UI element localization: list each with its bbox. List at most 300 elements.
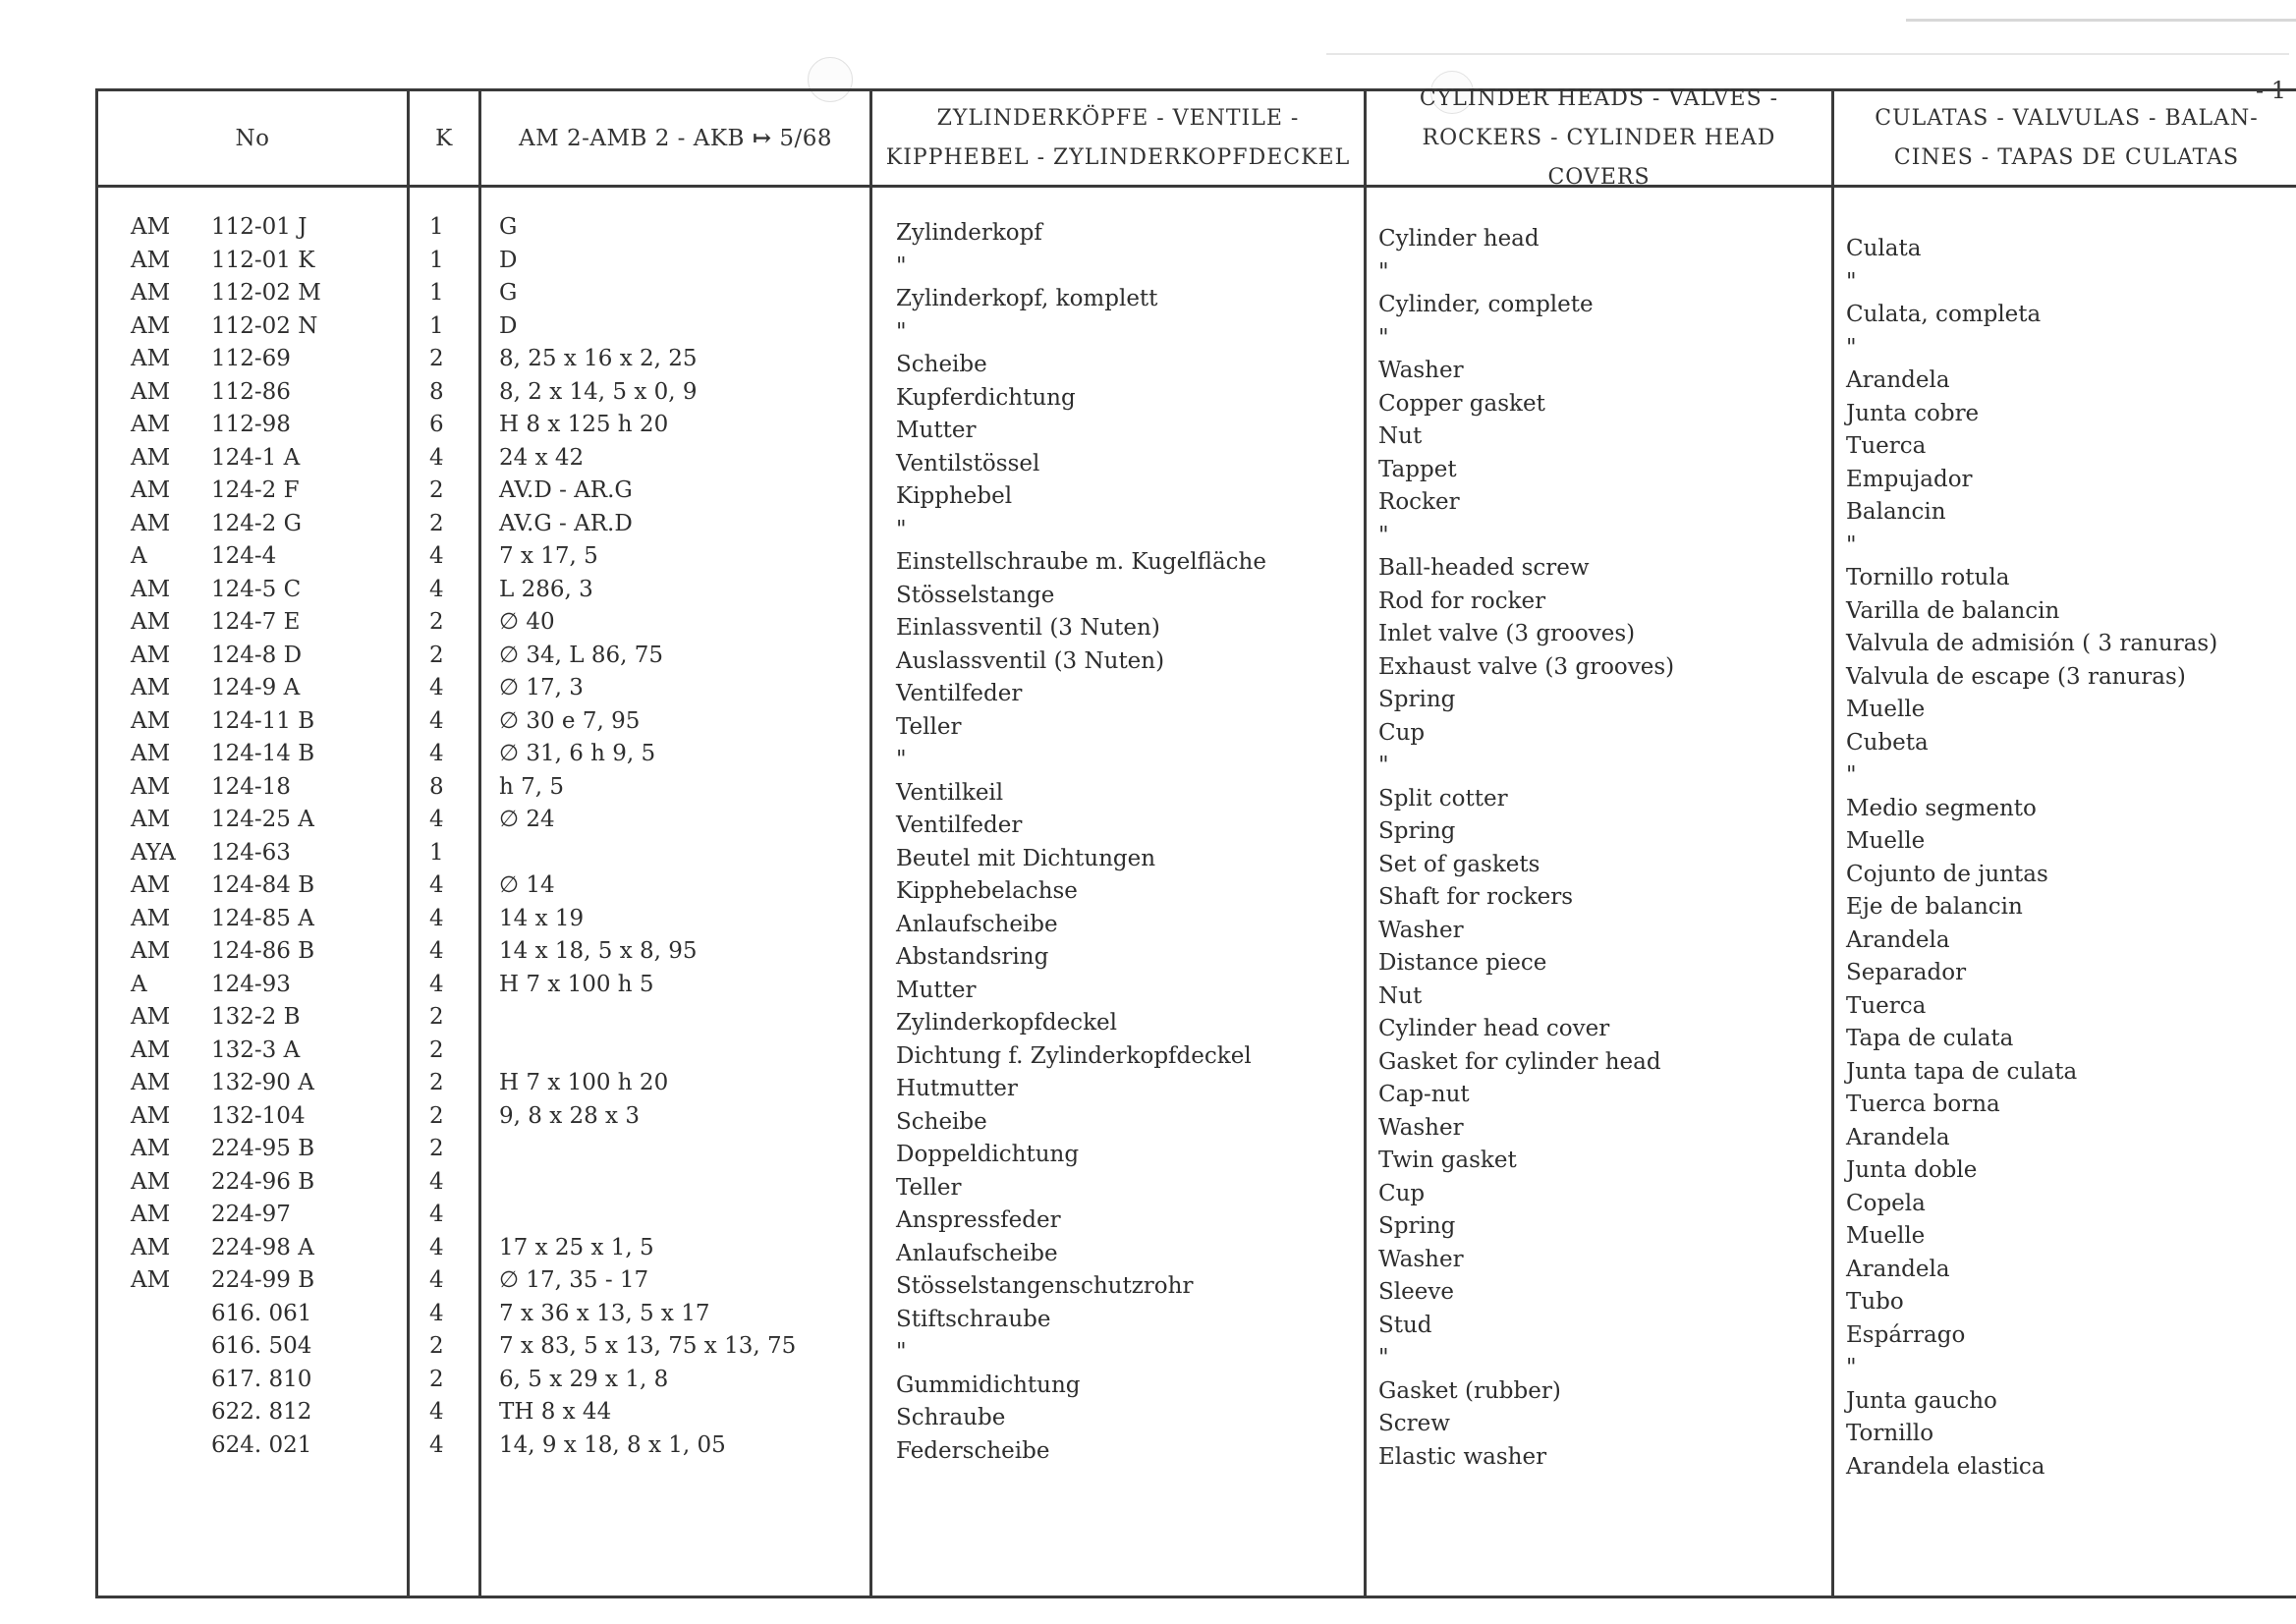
german-description: Kupferdichtung bbox=[896, 384, 1076, 411]
english-description: Set of gaskets bbox=[1378, 851, 1540, 877]
part-number: 124-2 G bbox=[211, 510, 302, 536]
quantity-cell: 4 bbox=[429, 1431, 444, 1458]
spec-cell: 7 x 83, 5 x 13, 75 x 13, 75 bbox=[499, 1333, 797, 1359]
part-number: 112-86 bbox=[211, 378, 291, 405]
spec-cell: ∅ 24 bbox=[499, 807, 555, 832]
part-number-cell bbox=[98, 343, 407, 376]
part-number: 124-18 bbox=[211, 773, 291, 800]
spec-cell: ∅ 31, 6 h 9, 5 bbox=[499, 741, 656, 766]
spec-cell: H 8 x 125 h 20 bbox=[499, 412, 669, 437]
quantity-cell: 6 bbox=[429, 412, 444, 437]
part-number-cell bbox=[98, 1035, 407, 1068]
part-prefix: AM bbox=[131, 576, 171, 602]
german-description: Stösselstangenschutzrohr bbox=[896, 1273, 1194, 1299]
part-number-cell bbox=[98, 1330, 407, 1364]
column-k-body bbox=[410, 211, 478, 1462]
spanish-description: Arandela bbox=[1846, 926, 1950, 953]
english-description: Cylinder head cover bbox=[1378, 1016, 1610, 1041]
english-description: Tappet bbox=[1378, 456, 1457, 482]
part-prefix: AM bbox=[131, 741, 171, 766]
spec-cell: ∅ 14 bbox=[499, 872, 555, 898]
quantity-cell: 4 bbox=[429, 576, 444, 602]
part-number: 112-02 N bbox=[211, 312, 318, 339]
german-description: Zylinderkopf, komplett bbox=[896, 286, 1158, 311]
part-number: 112-01 K bbox=[211, 247, 315, 273]
german-description: Gummidichtung bbox=[896, 1372, 1081, 1398]
spec-cell: ∅ 17, 3 bbox=[499, 675, 584, 700]
part-number-cell bbox=[98, 738, 407, 771]
part-number: 624. 021 bbox=[211, 1431, 312, 1458]
english-description: Exhaust valve (3 grooves) bbox=[1378, 653, 1675, 680]
part-number: 124-5 C bbox=[211, 576, 302, 602]
quantity-cell: 2 bbox=[429, 1366, 444, 1392]
quantity-cell: 4 bbox=[429, 971, 444, 997]
english-description: Sleeve bbox=[1378, 1279, 1454, 1305]
quantity-cell: 2 bbox=[429, 1102, 444, 1129]
german-description: Dichtung f. Zylinderkopfdeckel bbox=[896, 1042, 1252, 1069]
quantity-cell: 8 bbox=[429, 378, 444, 405]
part-prefix: AM bbox=[131, 412, 171, 437]
quantity-cell: 1 bbox=[429, 280, 444, 306]
english-description: Nut bbox=[1378, 423, 1423, 449]
spec-cell bbox=[481, 1199, 869, 1232]
english-description: Distance piece bbox=[1378, 950, 1547, 976]
german-description: Ventilstössel bbox=[896, 450, 1040, 476]
quantity-cell: 1 bbox=[429, 247, 444, 273]
part-prefix: AM bbox=[131, 642, 171, 668]
part-number-cell bbox=[98, 277, 407, 310]
spanish-description: Cojunto de juntas bbox=[1846, 861, 2048, 887]
german-description: Stiftschraube bbox=[896, 1306, 1051, 1332]
part-prefix bbox=[131, 1396, 211, 1429]
spec-cell: 6, 5 x 29 x 1, 8 bbox=[499, 1366, 669, 1392]
part-number: 132-104 bbox=[211, 1102, 306, 1129]
spec-cell: 7 x 36 x 13, 5 x 17 bbox=[499, 1300, 710, 1326]
quantity-cell: 4 bbox=[429, 444, 444, 471]
part-number-cell bbox=[98, 442, 407, 476]
spanish-description: Tornillo rotula bbox=[1846, 565, 2010, 590]
header-k-label: K bbox=[435, 125, 453, 151]
column-spec bbox=[481, 91, 872, 1596]
part-prefix bbox=[131, 1429, 211, 1463]
part-number-cell bbox=[98, 1100, 407, 1134]
german-description: Mutter bbox=[896, 418, 977, 443]
part-number: 224-98 A bbox=[211, 1234, 314, 1260]
part-number-cell bbox=[98, 475, 407, 508]
part-number: 112-02 M bbox=[211, 280, 321, 306]
german-description: Zylinderkopfdeckel bbox=[896, 1010, 1117, 1036]
german-description: Stösselstange bbox=[896, 582, 1055, 608]
spanish-description: Culata, completa bbox=[1846, 302, 2042, 327]
spec-cell: 8, 25 x 16 x 2, 25 bbox=[499, 346, 698, 371]
spanish-description: Arandela elastica bbox=[1846, 1453, 2045, 1480]
part-number-cell bbox=[98, 869, 407, 903]
german-description: Ventilfeder bbox=[896, 681, 1023, 706]
part-number: 132-2 B bbox=[211, 1004, 301, 1030]
spec-cell: H 7 x 100 h 5 bbox=[499, 971, 654, 997]
part-prefix: AM bbox=[131, 1136, 171, 1161]
part-number-cell bbox=[98, 245, 407, 278]
spanish-description: Junta doble bbox=[1846, 1157, 1978, 1183]
header-english bbox=[1367, 85, 1831, 190]
spanish-description: Tapa de culata bbox=[1846, 1026, 2014, 1051]
english-description: " bbox=[1378, 522, 1389, 548]
part-number-cell bbox=[98, 969, 407, 1002]
spanish-description: Tuerca bbox=[1846, 433, 1927, 459]
english-description: Screw bbox=[1378, 1411, 1450, 1436]
german-description: Federscheibe bbox=[896, 1437, 1050, 1464]
spec-cell: G bbox=[499, 214, 518, 240]
quantity-cell: 1 bbox=[429, 312, 444, 339]
part-number: 112-98 bbox=[211, 412, 291, 437]
english-description: Washer bbox=[1378, 1114, 1464, 1141]
quantity-cell: 2 bbox=[429, 510, 444, 536]
header-spec-date: 5/68 bbox=[779, 125, 833, 151]
german-description: Anlaufscheibe bbox=[896, 911, 1058, 937]
part-prefix: AM bbox=[131, 1234, 171, 1260]
quantity-cell: 8 bbox=[429, 773, 444, 800]
german-description: Anlaufscheibe bbox=[896, 1240, 1058, 1266]
quantity-cell: 4 bbox=[429, 707, 444, 734]
quantity-cell: 4 bbox=[429, 1168, 444, 1195]
scan-artifact-mark bbox=[1326, 53, 2289, 55]
english-description: Cylinder head bbox=[1378, 226, 1540, 252]
part-number-cell bbox=[98, 672, 407, 705]
english-description: " bbox=[1378, 258, 1389, 285]
spanish-description: Arandela bbox=[1846, 1256, 1950, 1282]
quantity-cell: 1 bbox=[429, 214, 444, 240]
part-number: 124-9 A bbox=[211, 675, 301, 700]
column-german-body bbox=[872, 217, 1364, 1468]
part-number: 622. 812 bbox=[211, 1399, 312, 1425]
part-number-cell bbox=[98, 606, 407, 640]
column-spanish-body bbox=[1834, 233, 2296, 1484]
spec-cell: 17 x 25 x 1, 5 bbox=[499, 1234, 654, 1260]
spec-cell bbox=[481, 837, 869, 870]
quantity-cell: 2 bbox=[429, 1004, 444, 1030]
part-number-cell bbox=[98, 1001, 407, 1035]
column-german bbox=[872, 91, 1367, 1596]
quantity-cell: 4 bbox=[429, 1202, 444, 1227]
quantity-cell: 2 bbox=[429, 642, 444, 668]
spec-cell: D bbox=[499, 312, 518, 339]
german-description: Ventilfeder bbox=[896, 812, 1023, 838]
spec-cell: TH 8 x 44 bbox=[499, 1399, 612, 1425]
quantity-cell: 4 bbox=[429, 543, 444, 569]
english-description: Nut bbox=[1378, 982, 1423, 1009]
spec-cell: D bbox=[499, 247, 518, 273]
spanish-description: Empujador bbox=[1846, 466, 1973, 492]
spanish-description: Junta tapa de culata bbox=[1846, 1058, 2078, 1085]
part-prefix: AM bbox=[131, 312, 171, 339]
english-description: " bbox=[1378, 324, 1389, 351]
english-description: Inlet valve (3 grooves) bbox=[1378, 621, 1636, 646]
part-prefix: AM bbox=[131, 1267, 171, 1293]
part-prefix bbox=[131, 1298, 211, 1331]
german-description: Anspressfeder bbox=[896, 1207, 1061, 1233]
part-number-cell bbox=[98, 1067, 407, 1100]
part-prefix: AM bbox=[131, 807, 171, 832]
part-number: 124-4 bbox=[211, 543, 277, 569]
part-number-cell bbox=[98, 1232, 407, 1265]
english-description: Shaft for rockers bbox=[1378, 884, 1574, 910]
scan-artifact-line bbox=[1906, 19, 2296, 22]
spanish-description: " bbox=[1846, 334, 1857, 361]
spec-cell: AV.D - AR.G bbox=[499, 477, 633, 503]
spanish-description: Junta gaucho bbox=[1846, 1387, 1997, 1414]
spanish-description: Muelle bbox=[1846, 1223, 1926, 1249]
german-description: Kipphebelachse bbox=[896, 878, 1078, 904]
part-prefix: AM bbox=[131, 444, 171, 471]
quantity-cell: 4 bbox=[429, 675, 444, 700]
part-number: 124-2 F bbox=[211, 477, 300, 503]
english-description: Spring bbox=[1378, 818, 1456, 844]
part-number: 124-7 E bbox=[211, 609, 301, 635]
german-description: Auslassventil (3 Nuten) bbox=[896, 647, 1165, 674]
part-prefix: A bbox=[131, 971, 147, 997]
spanish-description: Junta cobre bbox=[1846, 400, 1980, 426]
part-number-cell bbox=[98, 211, 407, 245]
part-prefix: A bbox=[131, 543, 147, 569]
spanish-description: Separador bbox=[1846, 960, 1967, 985]
part-number: 124-8 D bbox=[211, 642, 303, 668]
english-description: Stud bbox=[1378, 1312, 1432, 1338]
part-prefix: AM bbox=[131, 346, 171, 371]
german-description: " bbox=[896, 318, 907, 345]
quantity-cell: 4 bbox=[429, 807, 444, 832]
spanish-description: Tornillo bbox=[1846, 1421, 1934, 1446]
german-description: " bbox=[896, 747, 907, 772]
part-number-cell bbox=[98, 376, 407, 410]
column-k bbox=[410, 91, 481, 1596]
spanish-description: Tubo bbox=[1846, 1289, 1904, 1315]
english-description: Rod for rocker bbox=[1378, 588, 1546, 614]
quantity-cell: 2 bbox=[429, 609, 444, 635]
part-prefix: AM bbox=[131, 675, 171, 700]
header-german bbox=[872, 91, 1364, 188]
part-number: 224-99 B bbox=[211, 1267, 315, 1293]
german-description: " bbox=[896, 516, 907, 542]
spec-cell: AV.G - AR.D bbox=[499, 510, 633, 536]
part-number-cell bbox=[98, 508, 407, 541]
part-prefix: AM bbox=[131, 773, 171, 800]
part-number-cell bbox=[98, 935, 407, 969]
spanish-description: " bbox=[1846, 762, 1857, 788]
quantity-cell: 4 bbox=[429, 1267, 444, 1293]
spec-cell: h 7, 5 bbox=[499, 773, 565, 800]
spanish-description: " bbox=[1846, 1355, 1857, 1380]
spanish-description: Varilla de balancin bbox=[1846, 597, 2060, 624]
german-description: Teller bbox=[896, 1174, 962, 1201]
page-number: - 1 bbox=[2256, 77, 2287, 104]
part-number: 112-01 J bbox=[211, 214, 308, 240]
header-spanish-line2: CINES - TAPAS DE CULATAS bbox=[1893, 144, 2240, 170]
english-description: Spring bbox=[1378, 687, 1456, 712]
english-description: Cup bbox=[1378, 719, 1426, 746]
spec-cell: L 286, 3 bbox=[499, 576, 593, 602]
spec-cell: 14, 9 x 18, 8 x 1, 05 bbox=[499, 1431, 726, 1458]
spanish-description: Copela bbox=[1846, 1190, 1926, 1216]
spanish-description: Arandela bbox=[1846, 1124, 1950, 1150]
part-number: 616. 504 bbox=[211, 1333, 312, 1359]
part-prefix: AM bbox=[131, 707, 171, 734]
german-description: Scheibe bbox=[896, 1108, 987, 1135]
part-number: 224-97 bbox=[211, 1202, 291, 1227]
spec-cell: 14 x 18, 5 x 8, 95 bbox=[499, 938, 698, 964]
spanish-description: Valvula de admisión ( 3 ranuras) bbox=[1846, 631, 2218, 656]
column-spec-body bbox=[481, 211, 869, 1462]
part-number: 616. 061 bbox=[211, 1300, 312, 1326]
part-number-cell bbox=[98, 310, 407, 344]
header-spec-label: AM 2-AMB 2 - AKB bbox=[518, 125, 745, 151]
spec-cell: ∅ 30 e 7, 95 bbox=[499, 707, 641, 734]
english-description: Cylinder, complete bbox=[1378, 292, 1594, 317]
english-description: Elastic washer bbox=[1378, 1443, 1547, 1470]
part-number: 124-25 A bbox=[211, 807, 314, 832]
part-prefix: AM bbox=[131, 477, 171, 503]
part-number-cell bbox=[98, 771, 407, 805]
part-prefix: AM bbox=[131, 938, 171, 964]
part-number: 124-1 A bbox=[211, 444, 301, 471]
english-description: " bbox=[1378, 753, 1389, 778]
part-prefix: AM bbox=[131, 1036, 171, 1063]
german-description: Einlassventil (3 Nuten) bbox=[896, 615, 1160, 641]
quantity-cell: 2 bbox=[429, 346, 444, 371]
spanish-description: Culata bbox=[1846, 236, 1922, 261]
header-spanish-line1: CULATAS - VALVULAS - BALAN- bbox=[1875, 105, 2259, 131]
spec-cell: G bbox=[499, 280, 518, 306]
part-prefix: AM bbox=[131, 872, 171, 898]
english-description: Twin gasket bbox=[1378, 1148, 1517, 1173]
part-prefix: AYA bbox=[131, 839, 176, 866]
part-prefix: AM bbox=[131, 1202, 171, 1227]
part-number: 132-3 A bbox=[211, 1036, 301, 1063]
part-number-cell bbox=[98, 1429, 407, 1463]
part-prefix: AM bbox=[131, 609, 171, 635]
part-number-cell bbox=[98, 705, 407, 739]
english-description: Split cotter bbox=[1378, 785, 1508, 812]
part-number: 124-63 bbox=[211, 839, 291, 866]
spec-cell: 9, 8 x 28 x 3 bbox=[499, 1102, 640, 1129]
english-description: Cap-nut bbox=[1378, 1082, 1470, 1107]
part-prefix: AM bbox=[131, 1070, 171, 1095]
header-english-line2: ROCKERS - CYLINDER HEAD COVERS bbox=[1422, 125, 1776, 190]
spec-cell bbox=[481, 1001, 869, 1035]
part-prefix bbox=[131, 1330, 211, 1364]
spanish-description: Balancin bbox=[1846, 499, 1946, 525]
spanish-description: " bbox=[1846, 532, 1857, 558]
quantity-cell: 2 bbox=[429, 1070, 444, 1095]
spec-cell bbox=[481, 1133, 869, 1166]
part-number: 124-93 bbox=[211, 971, 291, 997]
column-english bbox=[1367, 85, 1834, 1596]
header-spanish bbox=[1834, 91, 2296, 188]
spec-cell: ∅ 17, 35 - 17 bbox=[499, 1267, 649, 1293]
part-number-cell bbox=[98, 640, 407, 673]
part-prefix: AM bbox=[131, 378, 171, 405]
header-k bbox=[410, 91, 478, 188]
part-number: 112-69 bbox=[211, 346, 291, 371]
german-description: Hutmutter bbox=[896, 1076, 1018, 1101]
german-description: Kipphebel bbox=[896, 483, 1013, 509]
spanish-description: Medio segmento bbox=[1846, 795, 2037, 821]
part-prefix: AM bbox=[131, 280, 171, 306]
english-description: Cup bbox=[1378, 1180, 1426, 1206]
quantity-cell: 2 bbox=[429, 1136, 444, 1161]
spanish-description: Muelle bbox=[1846, 697, 1926, 722]
part-number-cell bbox=[98, 1396, 407, 1429]
part-number-cell bbox=[98, 409, 407, 442]
quantity-cell: 1 bbox=[429, 839, 444, 866]
part-number-cell bbox=[98, 1264, 407, 1298]
spec-cell: 14 x 19 bbox=[499, 905, 585, 931]
spec-cell bbox=[481, 1035, 869, 1068]
part-number: 124-14 B bbox=[211, 741, 315, 766]
spanish-description: Espárrago bbox=[1846, 1321, 1966, 1348]
part-number-cell bbox=[98, 540, 407, 574]
part-number: 124-85 A bbox=[211, 905, 314, 931]
english-description: Ball-headed screw bbox=[1378, 555, 1590, 581]
spanish-description: Tuerca bbox=[1846, 992, 1927, 1019]
part-prefix: AM bbox=[131, 247, 171, 273]
english-description: Washer bbox=[1378, 358, 1464, 383]
arrow-icon: ↦ bbox=[752, 124, 772, 151]
german-description: Zylinderkopf bbox=[896, 220, 1042, 246]
part-number: 124-86 B bbox=[211, 938, 315, 964]
header-english-line1: CYLINDER HEADS - VALVES - bbox=[1419, 85, 1779, 111]
english-description: Gasket for cylinder head bbox=[1378, 1048, 1661, 1075]
quantity-cell: 2 bbox=[429, 1036, 444, 1063]
part-number-cell bbox=[98, 574, 407, 607]
spanish-description: Valvula de escape (3 ranuras) bbox=[1846, 663, 2186, 690]
spanish-description: Eje de balancin bbox=[1846, 894, 2023, 920]
german-description: " bbox=[896, 252, 907, 279]
spec-cell: H 7 x 100 h 20 bbox=[499, 1070, 669, 1095]
quantity-cell: 2 bbox=[429, 1333, 444, 1359]
german-description: " bbox=[896, 1339, 907, 1365]
quantity-cell: 4 bbox=[429, 1300, 444, 1326]
parts-table bbox=[95, 85, 2296, 1598]
spanish-description: Cubeta bbox=[1846, 729, 1929, 756]
german-description: Beutel mit Dichtungen bbox=[896, 845, 1156, 871]
part-number-cell bbox=[98, 837, 407, 870]
german-description: Ventilkeil bbox=[896, 779, 1004, 806]
spec-cell: 7 x 17, 5 bbox=[499, 543, 598, 569]
header-no bbox=[98, 91, 407, 188]
part-prefix: AM bbox=[131, 905, 171, 931]
part-number-cell bbox=[98, 1298, 407, 1331]
header-spec bbox=[481, 91, 869, 188]
part-number-cell bbox=[98, 1364, 407, 1397]
part-number: 124-84 B bbox=[211, 872, 315, 898]
part-number-cell bbox=[98, 1133, 407, 1166]
part-number-cell bbox=[98, 903, 407, 936]
quantity-cell: 4 bbox=[429, 905, 444, 931]
column-english-body bbox=[1367, 223, 1831, 1474]
part-prefix: AM bbox=[131, 1168, 171, 1195]
quantity-cell: 2 bbox=[429, 477, 444, 503]
part-prefix: AM bbox=[131, 1102, 171, 1129]
spec-cell: ∅ 40 bbox=[499, 609, 555, 635]
english-description: Spring bbox=[1378, 1213, 1456, 1239]
spanish-description: " bbox=[1846, 268, 1857, 295]
german-description: Doppeldichtung bbox=[896, 1142, 1080, 1167]
header-german-line1: ZYLINDERKÖPFE - VENTILE - bbox=[936, 105, 1300, 131]
column-spanish bbox=[1834, 91, 2296, 1596]
german-description: Schraube bbox=[896, 1405, 1006, 1430]
header-german-line2: KIPPHEBEL - ZYLINDERKOPFDECKEL bbox=[885, 144, 1351, 170]
part-prefix: AM bbox=[131, 510, 171, 536]
